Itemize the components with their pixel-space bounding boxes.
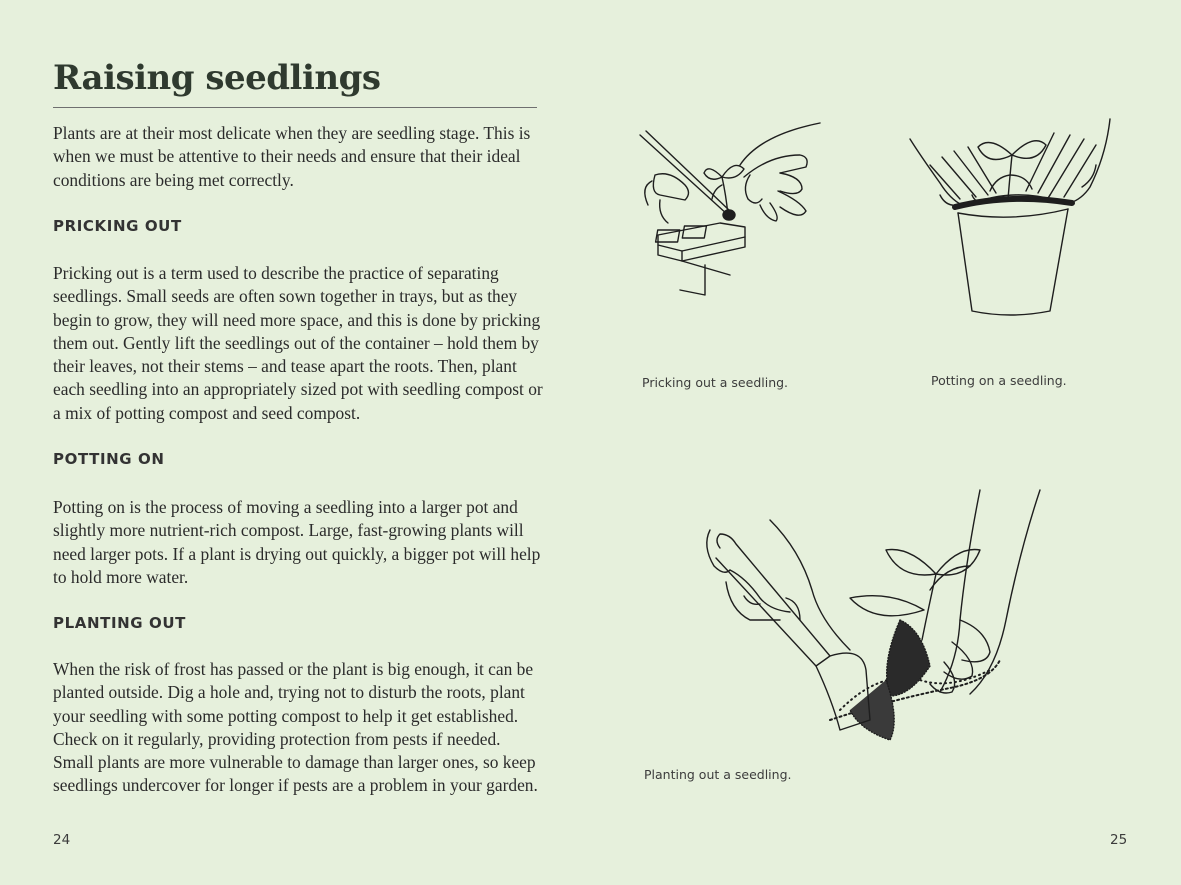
title-divider <box>53 107 537 108</box>
section-body-potting-on: Potting on is the process of moving a seedling into a larger pot and slightly more nutrient-rich compost. Large, fast-growing plants will need larger pots. If a plant is drying out quickly, a bigger pot will help to hold more water. <box>53 497 541 587</box>
page-title: Raising seedlings <box>53 58 381 98</box>
section-heading-pricking-out: PRICKING OUT <box>53 217 182 235</box>
section-heading-planting-out: PLANTING OUT <box>53 614 186 632</box>
planting-out-illustration <box>690 470 1050 760</box>
page-number-left: 24 <box>53 832 71 848</box>
page-number-right: 25 <box>1110 832 1128 848</box>
section-body-planting-out: When the risk of frost has passed or the plant is big enough, it can be planted outside. Dig a hole and, trying not to disturb the roots, plant your seedling with some potting compost to help it get established. Check on it regularly, providing protection from pests if needed. Small plants are more vulnerable to damage than larger ones, so keep seedlings undercover for longer if pests are a problem in your garden. <box>53 659 538 796</box>
potting-on-illustration <box>900 95 1120 325</box>
pricking-out-illustration <box>630 115 840 305</box>
intro-paragraph: Plants are at their most delicate when they are seedling stage. This is when we must be attentive to their needs and ensure that their ideal conditions are being met correctly. <box>53 123 531 190</box>
section-heading-potting-on: POTTING ON <box>53 450 165 468</box>
section-body-pricking-out: Pricking out is a term used to describe the practice of separating seedlings. Small seeds are often sown together in trays, but as they begin to grow, they will need more space, and this is done by pricking them out. Gently lift the seedlings out of the container – hold them by their leaves, not their stems – and tease apart the roots. Then, plant each seedling into an appropriately sized pot with seedling compost or a mix of potting compost and seed compost. <box>53 263 543 423</box>
caption-potting-on: Potting on a seedling. <box>931 373 1067 388</box>
caption-pricking-out: Pricking out a seedling. <box>642 375 789 390</box>
caption-planting-out: Planting out a seedling. <box>644 767 792 782</box>
